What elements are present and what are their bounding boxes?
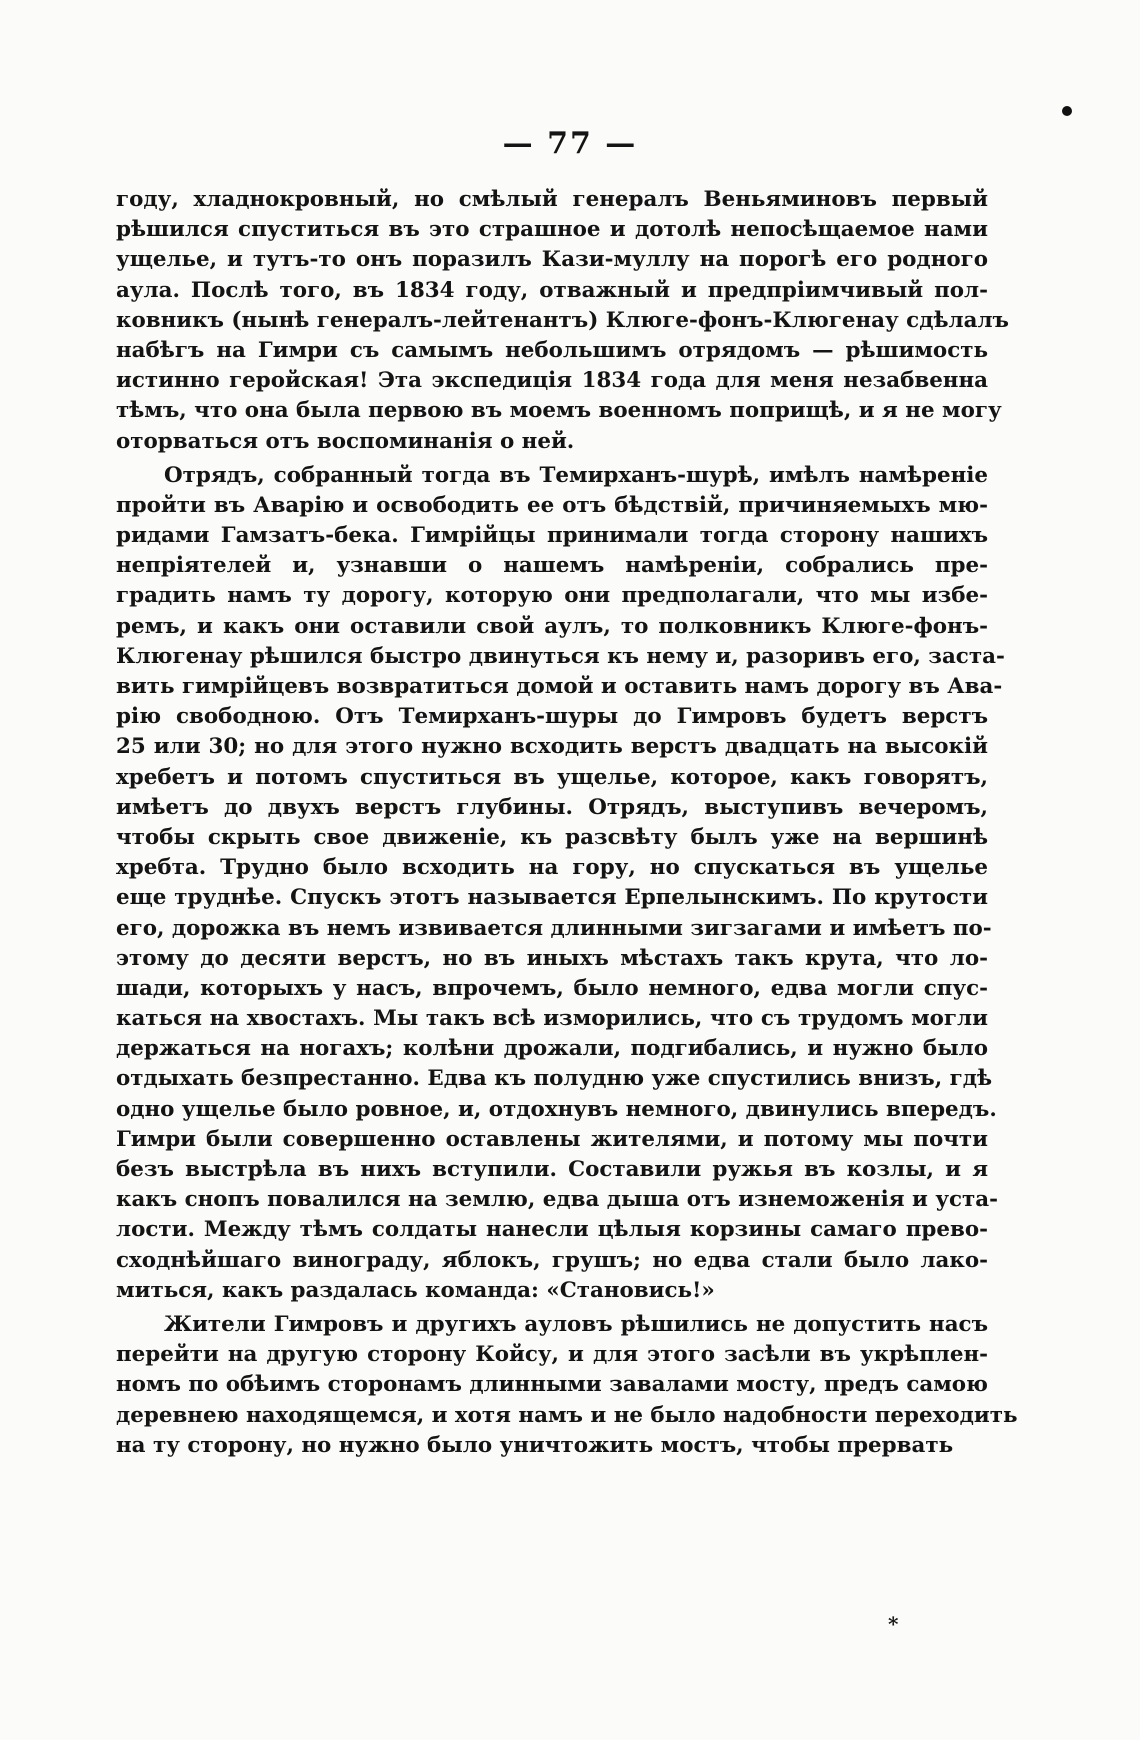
text-line: каться на хвостахъ. Мы такъ всѣ изморились, что съ трудомъ могли [116, 1006, 988, 1032]
text-line: хребетъ и потомъ спуститься въ ущелье, которое, какъ говорятъ, [116, 764, 988, 790]
text-line: чтобы скрыть свое движеніе, къ разсвѣту былъ уже на вершинѣ [116, 824, 988, 850]
text-line: имѣетъ до двухъ верстъ глубины. Отрядъ, выступивъ вечеромъ, [116, 794, 988, 820]
text-line: безъ выстрѣла въ нихъ вступили. Составили ружья въ козлы, и я [116, 1157, 988, 1182]
page-number: — 77 — [502, 126, 638, 161]
text-line: его, дорожка въ немъ извивается длинными зигзагами и имѣетъ по- [116, 915, 992, 941]
text-line: деревнею находящемся, и хотя намъ и не было надобности переходить [116, 1402, 1018, 1428]
text-line: этому до десяти верстъ, но въ иныхъ мѣстахъ такъ крута, что ло- [116, 945, 988, 971]
text-line: Клюгенау рѣшился быстро двинуться къ нему и, разоривъ его, заста- [116, 643, 1005, 669]
text-line: 25 или 30; но для этого нужно всходить верстъ двадцать на высокій [116, 734, 988, 760]
text-line: Отрядъ, собранный тогда въ Темирханъ-шурѣ, имѣлъ намѣреніе [164, 462, 988, 488]
text-line: держаться на ногахъ; колѣни дрожали, подгибались, и нужно было [116, 1036, 988, 1062]
text-line: одно ущелье было ровное, и, отдохнувъ немного, двинулись впередъ. [116, 1096, 997, 1122]
footer-mark: * [888, 1612, 899, 1636]
text-line: истинно геройская! Эта экспедиція 1834 года для меня незабвенна [116, 368, 988, 394]
text-line: на ту сторону, но нужно было уничтожить мостъ, чтобы прервать [116, 1432, 954, 1458]
text-line: ремъ, и какъ они оставили свой аулъ, то полковникъ Клюге-фонъ- [116, 613, 988, 639]
text-line: тѣмъ, что она была первою въ моемъ военномъ поприщѣ, и я не могу [116, 398, 1002, 424]
text-line: рію свободною. Отъ Темирханъ-шуры до Гимровъ будетъ верстъ [116, 704, 988, 730]
text-line: аула. Послѣ того, въ 1834 году, отважный и предпріимчивый пол- [116, 277, 988, 303]
text-line: оторваться отъ воспоминанія о ней. [116, 428, 575, 454]
text-line: какъ снопъ повалился на землю, едва дыша отъ изнеможенія и уста- [116, 1187, 999, 1213]
text-line: вить гимрійцевъ возвратиться домой и оставить намъ дорогу въ Ава- [116, 674, 1003, 699]
text-line: отдыхать безпрестанно. Едва къ полудню уже спустились внизъ, гдѣ [116, 1066, 992, 1092]
text-line: перейти на другую сторону Койсу, и для этого засѣли въ укрѣплен- [116, 1342, 988, 1368]
text-line: ридами Гамзатъ-бека. Гимрійцы принимали тогда сторону нашихъ [116, 523, 988, 549]
text-line: набѣгъ на Гимри съ самымъ небольшимъ отрядомъ — рѣшимость [116, 337, 988, 363]
text-line: ущелье, и тутъ-то онъ поразилъ Кази-муллу на порогѣ его родного [116, 247, 988, 273]
text-line: пройти въ Аварію и освободить ее отъ бѣдствій, причиняемыхъ мю- [116, 492, 988, 518]
text-line: сходнѣйшаго винограду, яблокъ, грушъ; но едва стали было лако- [116, 1247, 988, 1273]
ink-dot-mark [1062, 106, 1072, 116]
text-line: номъ по обѣимъ сторонамъ длинными завалами мосту, предъ самою [116, 1372, 988, 1398]
text-line: ковникъ (нынѣ генералъ-лейтенантъ) Клюге-фонъ-Клюгенау сдѣлалъ [116, 307, 1009, 333]
text-line: еще труднѣе. Спускъ этотъ называется Ерпелынскимъ. По крутости [116, 885, 988, 911]
text-line: непріятелей и, узнавши о нашемъ намѣреніи, собрались пре- [116, 553, 988, 579]
body-text [116, 185, 1018, 1461]
text-line: градить намъ ту дорогу, которую они предполагали, что мы избе- [116, 583, 988, 609]
text-line: лости. Между тѣмъ солдаты нанесли цѣлыя корзины самаго прево- [116, 1217, 988, 1243]
text-line: Гимри были совершенно оставлены жителями, и потому мы почти [116, 1126, 988, 1152]
text-line: хребта. Трудно было всходить на гору, но спускаться въ ущелье [116, 855, 988, 881]
text-line: шади, которыхъ у насъ, впрочемъ, было немного, едва могли спус- [116, 975, 988, 1001]
text-line: миться, какъ раздалась команда: «Становись!» [116, 1277, 715, 1303]
text-line: Жители Гимровъ и другихъ ауловъ рѣшились не допустить насъ [164, 1311, 988, 1337]
text-line: году, хладнокровный, но смѣлый генералъ Веньяминовъ первый [116, 187, 988, 212]
text-line: рѣшился спуститься въ это страшное и дотолѣ непосѣщаемое нами [116, 217, 988, 243]
